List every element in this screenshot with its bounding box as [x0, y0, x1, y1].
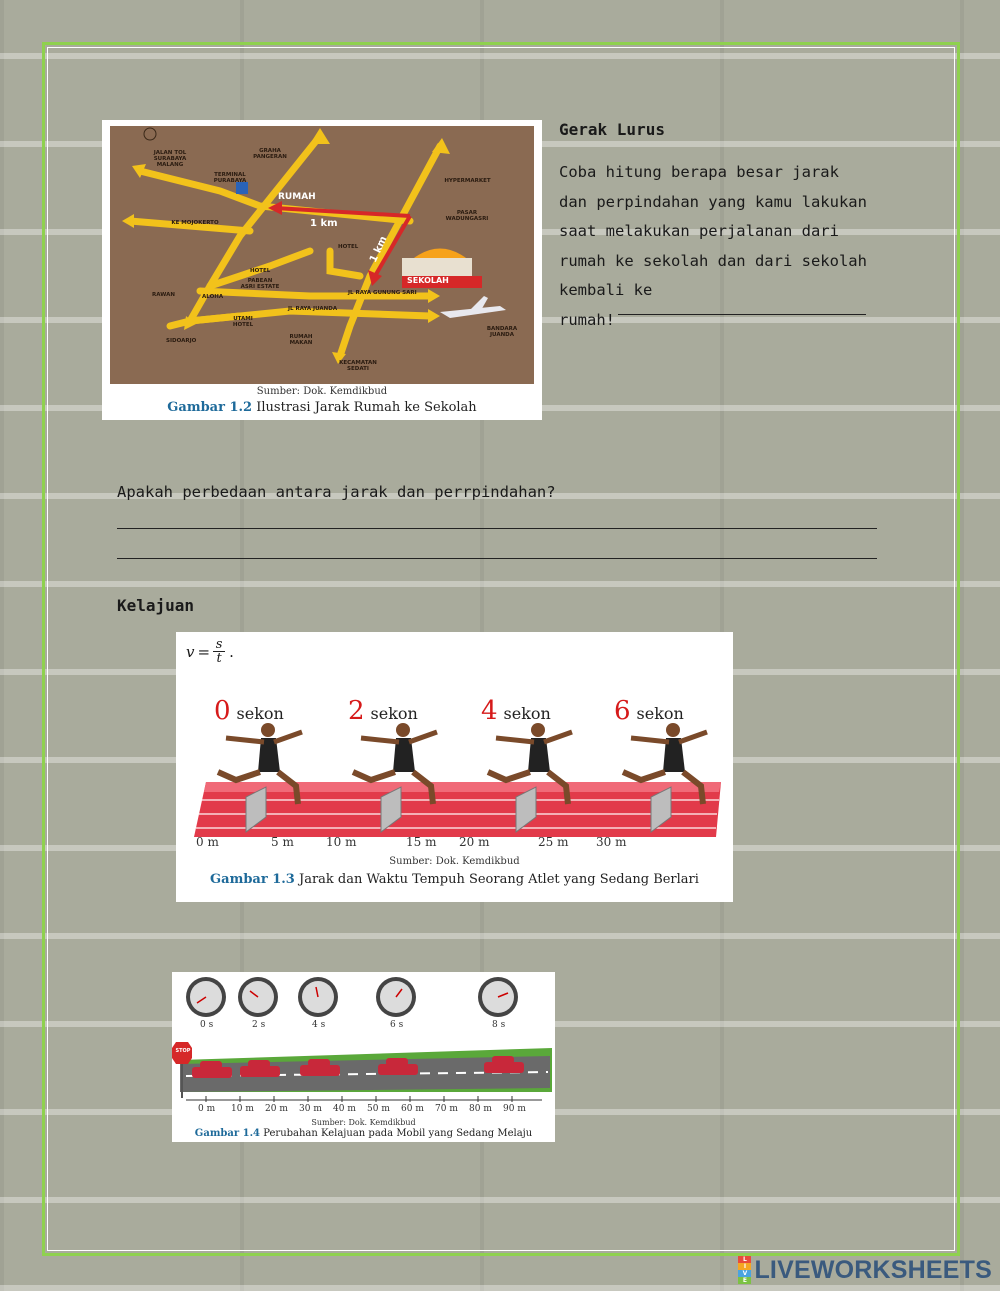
liveworksheets-logo[interactable] — [738, 1254, 992, 1286]
distance-label: 15 m — [406, 835, 437, 849]
formula-equals: = — [197, 642, 211, 661]
map-label-distance-2: 1 km — [367, 234, 390, 265]
car-distance-label: 0 m — [198, 1104, 216, 1114]
live-badge-icon — [738, 1256, 751, 1284]
gauge-time-label: 8 s — [492, 1020, 506, 1030]
distance-label: 20 m — [459, 835, 490, 849]
map-label-pabean: PABEAN ASRI ESTATE — [240, 278, 280, 291]
badge-letter: E — [738, 1277, 751, 1284]
car-distance-label: 30 m — [299, 1104, 322, 1114]
brand-name: LIVEWORKSHEETS — [754, 1255, 992, 1284]
map-label-terminal: TERMINAL PURABAYA — [213, 172, 247, 185]
paragraph-line: Coba hitung berapa besar jarak — [559, 163, 839, 181]
map-caption-number: Gambar 1.2 — [167, 400, 253, 415]
car-distance-label: 20 m — [265, 1104, 288, 1114]
gauge-time-label: 4 s — [312, 1020, 326, 1030]
answer-field-2[interactable] — [117, 528, 877, 529]
map-label-hotel-2: HOTEL — [250, 268, 271, 274]
distance-label: 10 m — [326, 835, 357, 849]
distance-label: 30 m — [596, 835, 627, 849]
runner-figure — [176, 632, 733, 902]
car-caption-source: Sumber: Dok. Kemdikbud — [311, 1118, 416, 1127]
paragraph-line: rumah ke sekolah dan dari sekolah — [559, 251, 867, 270]
map-label-aloha: ALOHA — [202, 294, 224, 300]
car-caption-text: Perubahan Kelajuan pada Mobil yang Sedang Melaju — [260, 1128, 533, 1139]
map-label-hotel-1: HOTEL — [338, 244, 359, 250]
map-label-sidoarjo: SIDOARJO — [166, 338, 197, 344]
runner-caption — [176, 872, 733, 887]
map-label-rumah-makan: RUMAH MAKAN — [289, 334, 313, 347]
section1-paragraph — [559, 158, 889, 335]
time-label-4: 4 sekon — [481, 696, 551, 726]
runner-caption-source: Sumber: Dok. Kemdikbud — [389, 856, 520, 867]
badge-letter: L — [738, 1256, 751, 1263]
formula-s: s — [215, 637, 223, 652]
car-distance-label: 60 m — [401, 1104, 424, 1114]
distance-label: 0 m — [196, 835, 219, 849]
formula-v: v — [186, 642, 195, 661]
car-caption-number: Gambar 1.4 — [194, 1128, 261, 1139]
map-label-pasar: PASAR WADUNGASRI — [445, 210, 489, 223]
distance-label: 25 m — [538, 835, 569, 849]
car-distance-label: 40 m — [333, 1104, 356, 1114]
gauge-time-label: 0 s — [200, 1020, 214, 1030]
gauge-time-label: 6 s — [390, 1020, 404, 1030]
map-label-distance-1: 1 km — [310, 218, 338, 229]
stop-sign: STOP — [175, 1048, 191, 1054]
car-speed-illustration — [172, 972, 555, 1142]
time-label-0: 0 sekon — [214, 696, 284, 726]
car-caption — [172, 1128, 555, 1139]
map-caption-text: Ilustrasi Jarak Rumah ke Sekolah — [252, 400, 477, 415]
formula-t: t — [216, 651, 222, 666]
distance-label: 5 m — [271, 835, 294, 849]
map-label-mojokerto: KE MOJOKERTO — [171, 220, 219, 226]
formula-dot: . — [229, 642, 234, 661]
car-distance-label: 10 m — [231, 1104, 254, 1114]
paragraph-line: kembali ke — [559, 281, 653, 299]
car-distance-label: 90 m — [503, 1104, 526, 1114]
map-label-utami: UTAMI HOTEL — [232, 316, 254, 329]
badge-letter: I — [738, 1263, 751, 1270]
section-title-gerak-lurus: Gerak Lurus — [559, 120, 665, 139]
badge-letter: V — [738, 1270, 751, 1277]
runner-caption-text: Jarak dan Waktu Tempuh Seorang Atlet yang Sedang Berlari — [294, 872, 699, 887]
map-caption-source: Sumber: Dok. Kemdikbud — [256, 386, 388, 397]
car-distance-label: 80 m — [469, 1104, 492, 1114]
section-title-kelajuan: Kelajuan — [117, 596, 195, 615]
paragraph-line: dan perpindahan yang kamu lakukan — [559, 192, 867, 211]
time-label-2: 2 sekon — [348, 696, 418, 726]
map-caption — [102, 400, 542, 415]
map-label-graha: GRAHA PANGERAN — [253, 148, 287, 161]
car-distance-label: 50 m — [367, 1104, 390, 1114]
map-label-sekolah: SEKOLAH — [407, 276, 449, 285]
map-label-hypermarket: HYPERMARKET — [444, 178, 491, 184]
map-label-gunung-sari: JL RAYA GUNUNG SARI — [348, 290, 417, 296]
answer-field-3[interactable] — [117, 558, 877, 559]
car-distance-label: 70 m — [435, 1104, 458, 1114]
map-figure — [102, 120, 542, 420]
time-label-6: 6 sekon — [614, 696, 684, 726]
question-text: Apakah perbedaan antara jarak dan perrpindahan? — [117, 483, 556, 501]
map-label-bandara: BANDARA JUANDA — [486, 326, 518, 339]
map-label-rawan: RAWAN — [152, 292, 175, 298]
map-label-jalan-tol: JALAN TOL SURABAYA MALANG — [153, 150, 187, 169]
speedometer-gauges — [186, 977, 518, 1017]
answer-field-1[interactable] — [618, 314, 866, 315]
map-illustration — [110, 126, 534, 384]
map-label-kecamatan: KECAMATAN SEDATI — [339, 360, 377, 373]
car-figure — [172, 972, 555, 1142]
gauge-time-label: 2 s — [252, 1020, 266, 1030]
map-label-juanda-road: JL RAYA JUANDA — [288, 306, 338, 312]
paragraph-line: saat melakukan perjalanan dari — [559, 222, 839, 240]
runner-caption-number: Gambar 1.3 — [210, 872, 295, 887]
paragraph-line: rumah! — [559, 310, 615, 329]
map-label-rumah: RUMAH — [278, 192, 316, 202]
